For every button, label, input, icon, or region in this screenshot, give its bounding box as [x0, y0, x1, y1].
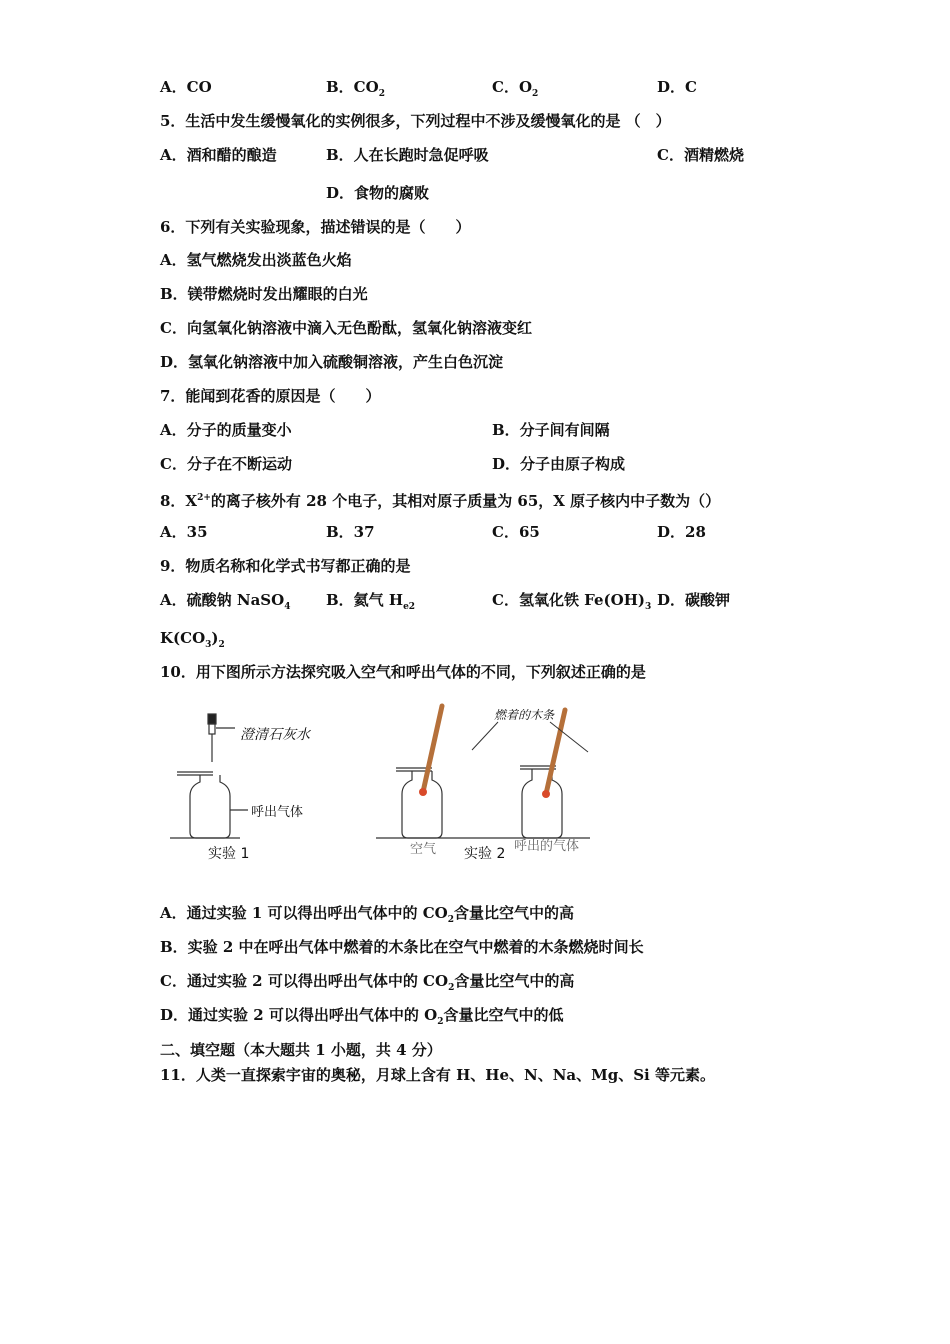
q8-option-c: C．65 [492, 523, 540, 541]
q7-option-d: D．分子由原子构成 [492, 455, 626, 473]
q9-stem: 9．物质名称和化学式书写都正确的是 [160, 557, 411, 575]
q4-option-b: B．$CO_2$ [326, 78, 385, 99]
experiment-2-exhaled-bottle [520, 766, 562, 838]
q10-option-a: A．通过实验 1 可以得出呼出气体中的 $CO_2$含量比空气中的高 [160, 904, 575, 925]
q10-stem: 10．用下图所示方法探究吸入空气和呼出气体的不同，下列叙述正确的是 [160, 663, 646, 681]
label-burning-stick: 燃着的木条 [494, 708, 555, 722]
q9-option-a: A．硫酸钠 NaSO$_4$ [160, 591, 291, 612]
q5-option-d: D．食物的腐败 [326, 184, 430, 202]
q8-option-d: D．28 [657, 523, 706, 541]
label-experiment-1: 实验 1 [208, 846, 250, 862]
q8-option-a: A．35 [160, 523, 208, 541]
q9-option-d: D．碳酸钾 [657, 591, 731, 609]
q8-option-b: B．37 [326, 523, 375, 541]
label-limewater: 澄清石灰水 [240, 727, 310, 743]
q10-option-b: B．实验 2 中在呼出气体中燃着的木条比在空气中燃着的木条燃烧时间长 [160, 938, 644, 956]
q9-option-b: B．氦气 $H_{e2}$ [326, 591, 416, 612]
section-2-title: 二、填空题（本大题共 1 小题，共 4 分） [160, 1041, 442, 1059]
q11-stem: 11．人类一直探索宇宙的奥秘，月球上含有 H、He、N、Na、Mg、Si 等元素。 [160, 1066, 715, 1084]
q7-option-c: C．分子在不断运动 [160, 455, 292, 473]
flame-left [419, 788, 427, 796]
experiment-1-apparatus [170, 714, 248, 838]
q10-option-d: D．通过实验 2 可以得出呼出气体中的 $O_2$含量比空气中的低 [160, 1006, 564, 1027]
q7-option-a: A．分子的质量变小 [160, 421, 292, 439]
q4-option-a: A．CO [160, 78, 212, 96]
q5-option-c: C．酒精燃烧 [657, 146, 744, 164]
flame-right [542, 790, 550, 798]
q6-option-b: B．镁带燃烧时发出耀眼的白光 [160, 285, 368, 303]
label-experiment-2: 实验 2 [464, 846, 506, 862]
q6-option-c: C．向氢氧化钠溶液中滴入无色酚酞，氢氧化钠溶液变红 [160, 319, 532, 337]
label-air: 空气 [410, 842, 437, 857]
q5-option-a: A．酒和醋的酿造 [160, 146, 277, 164]
q5-option-b: B．人在长跑时急促呼吸 [326, 146, 489, 164]
q9-option-c: C．氢氧化铁 $Fe(OH)_3$ [492, 591, 652, 612]
q8-stem: 8．$X^{2+}$的离子核外有 28 个电子，其相对原子质量为 65，X 原子核内中子数为（） [160, 492, 721, 510]
q10-option-c: C．通过实验 2 可以得出呼出气体中的 $CO_2$含量比空气中的高 [160, 972, 575, 993]
label-exhaled-gas-2: 呼出的气体 [514, 839, 580, 854]
q5-stem: 5．生活中发生缓慢氧化的实例很多，下列过程中不涉及缓慢氧化的是 （ ） [160, 112, 671, 130]
q7-stem: 7．能闻到花香的原因是（ ） [160, 387, 381, 405]
q7-option-b: B．分子间有间隔 [492, 421, 610, 439]
experiment-2-air-bottle [376, 768, 590, 838]
q6-option-a: A．氢气燃烧发出淡蓝色火焰 [160, 251, 352, 269]
q9-option-d-formula: $K(CO_3)_2$ [160, 629, 225, 650]
q6-stem: 6．下列有关实验现象，描述错误的是（ ） [160, 218, 471, 236]
q4-option-d: D．C [657, 78, 697, 96]
q4-option-c: C．$O_2$ [492, 78, 539, 99]
label-exhaled-gas: 呼出气体 [251, 805, 304, 820]
q6-option-d: D．氢氧化钠溶液中加入硫酸铜溶液，产生白色沉淀 [160, 353, 504, 371]
